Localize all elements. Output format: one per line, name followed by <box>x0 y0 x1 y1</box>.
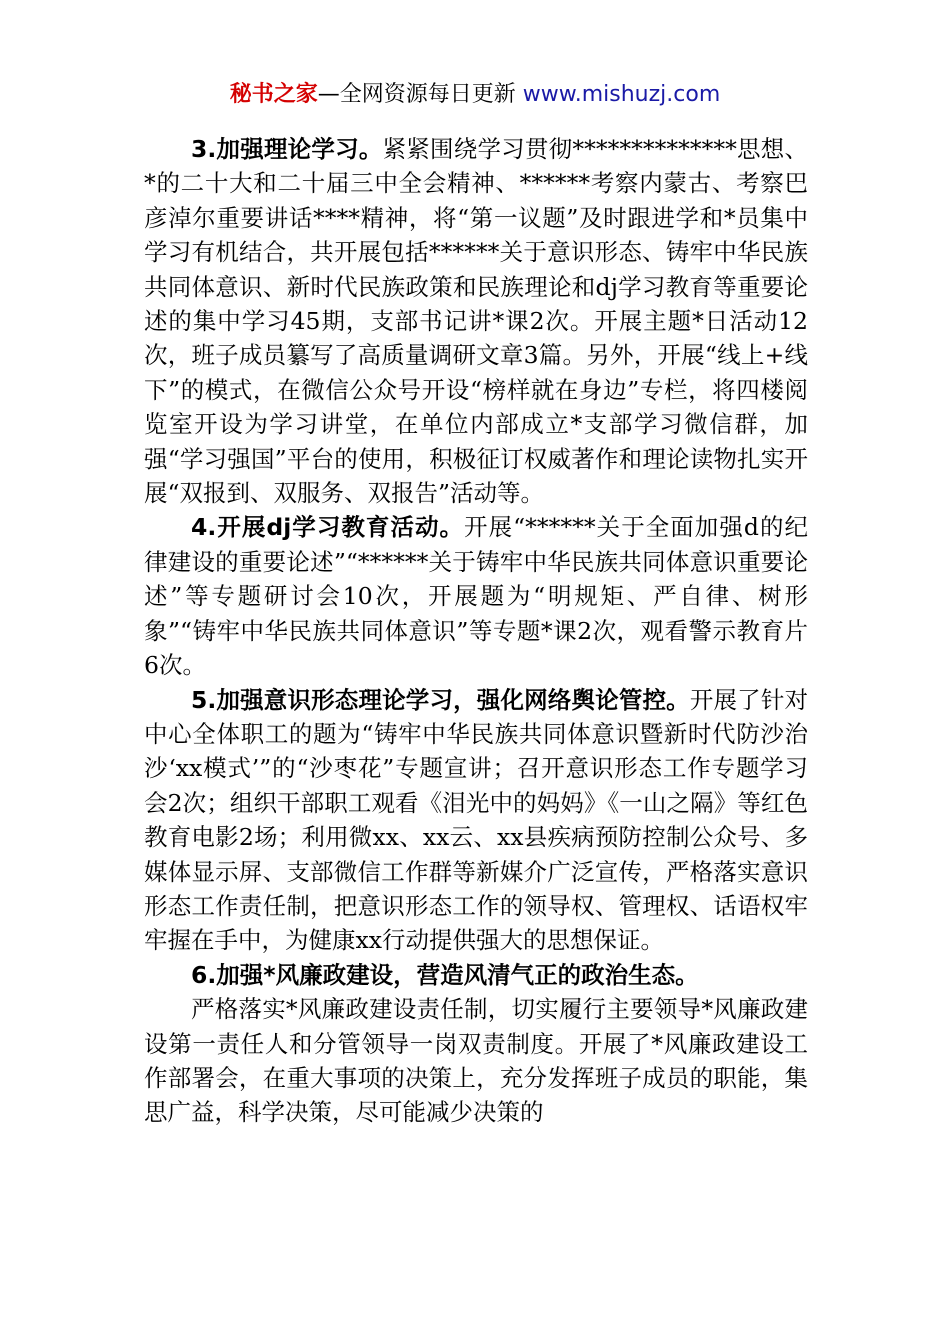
paragraph-5-ideology-study <box>144 683 808 958</box>
paragraph-text: 严格落实*风廉政建设责任制，切实履行主要领导*风廉政建设第一责任人和分管领导一岗双责制度。开展了*风廉政建设工作部署会，在重大事项的决策上，充分发挥班子成员的职能，集思广益，科学决策，尽可能减少决策的 <box>144 995 808 1127</box>
site-name: 秘书之家 <box>229 82 318 107</box>
paragraph-heading: 6.加强*风廉政建设，营造风清气正的政治生态。 <box>191 960 699 989</box>
paragraph-text: 开展了针对中心全体职工的题为“铸牢中华民族共同体意识暨新时代防沙治沙‘xx模式’”的“沙枣花”专题宣讲；召开意识形态工作专题学习会2次；组织干部职工观看《泪光中的妈妈》《一山之隔》等红色教育电影2场；利用微xx、xx云、xx县疾病预防控制公众号、多媒体显示屏、支部微信工作群等新媒介广泛宣传，严格落实意识形态工作责任制，把意识形态工作的领导权、管理权、话语权牢牢握在手中，为健康xx行动提供强大的思想保证。 <box>144 685 809 955</box>
paragraph-heading: 3.加强理论学习。 <box>191 135 383 163</box>
document-body <box>144 132 808 1130</box>
site-slogan: —全网资源每日更新 <box>317 82 516 107</box>
paragraph-text: 紧紧围绕学习贯彻**************思想、*的二十大和二十届三中全会精神、******考察内蒙古、考察巴彦淖尔重要讲话****精神，将“第一议题”及时跟进学和*员集中学习有机结合，共开展包括******关于意识形态、铸牢中华民族共同体意识、新时代民族政策和民族理论和dj学习教育等重要论述的集中学习45期，支部书记讲*课2次。开展主题*日活动12次，班子成员纂写了高质量调研文章3篇。另外，开展“线上+线下”的模式，在微信公众号开设“榜样就在身边”专栏，将四楼阅览室开设为学习讲堂，在单位内部成立*支部学习微信群，加强“学习强国”平台的使用，积极征订权威著作和理论读物扎实开展“双报到、双服务、双报告”活动等。 <box>144 135 809 508</box>
paragraph-heading: 4.开展dj学习教育活动。 <box>191 513 465 542</box>
site-url-link[interactable]: www.mishuzj.com <box>522 82 721 107</box>
paragraph-3-theory-study <box>144 132 808 510</box>
paragraph-text: 开展“******关于全面加强d的纪律建设的重要论述”“******关于铸牢中华民族共同体意识重要论述”等专题研讨会10次，开展题为“明规矩、严自律、树形象”“铸牢中华民族共同体意识”等专题*课2次，观看警示教育片6次。 <box>144 513 808 680</box>
paragraph-6-clean-government <box>144 958 808 992</box>
paragraph-4-education-activity <box>144 510 808 682</box>
paragraph-heading: 5.加强意识形态理论学习，强化网络舆论管控。 <box>191 685 690 714</box>
paragraph-6-responsibility <box>144 992 808 1130</box>
site-header <box>0 78 950 112</box>
